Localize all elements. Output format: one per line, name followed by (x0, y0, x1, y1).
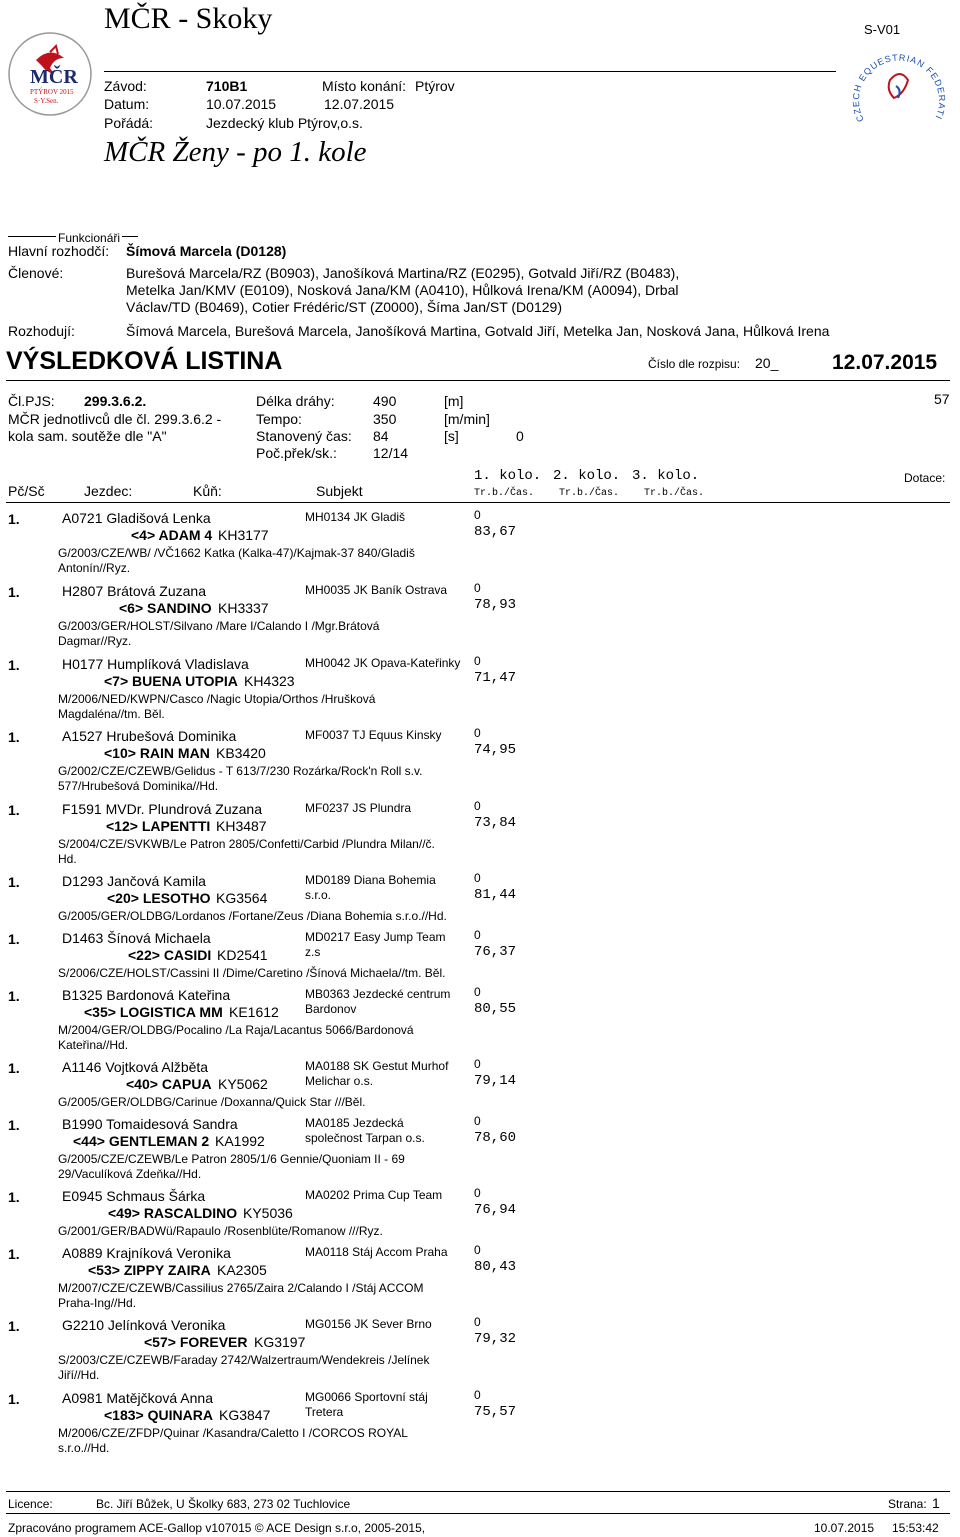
zavod-label: Závod: (104, 78, 147, 94)
logo-text-sponsor: S·Y.Sen. (34, 97, 59, 105)
horse-id: KE1612 (229, 1004, 279, 1020)
program-note: Zpracováno programem ACE-Gallop v107015 © ACE Design s.r.o, 2005-2015, (8, 1521, 426, 1535)
penalty: 0 (474, 985, 481, 999)
pedigree: Kateřina//Hd. (58, 1038, 129, 1052)
col-horse: Kůň: (193, 483, 222, 499)
logo-text-year: PTÝROV 2015 (30, 88, 74, 96)
horse-name: <57> FOREVER (144, 1334, 248, 1350)
subject: MD0189 Diana Bohemia (305, 873, 436, 887)
subject: MA0188 SK Gestut Murhof (305, 1059, 449, 1073)
rank: 1. (8, 1246, 20, 1262)
datum-to: 12.07.2015 (324, 96, 395, 112)
col-rank: Pč/Sč (8, 483, 45, 499)
cas-extra: 0 (516, 428, 524, 444)
horse-id: KY5062 (218, 1076, 268, 1092)
penalty: 0 (474, 871, 481, 885)
penalty: 0 (474, 928, 481, 942)
chief-judge-value: Šímová Marcela (D0128) (126, 243, 287, 259)
rank: 1. (8, 584, 20, 600)
pedigree: G/2005/GER/OLDBG/Carinue /Doxanna/Quick Star ///Běl. (58, 1095, 366, 1109)
results-heading: VÝSLEDKOVÁ LISTINA (6, 347, 283, 375)
horse-name: <53> ZIPPY ZAIRA (88, 1262, 211, 1278)
footer-divider-2 (6, 1513, 950, 1514)
rank: 1. (8, 657, 20, 673)
tempo-label: Tempo: (256, 411, 302, 427)
results-divider (6, 380, 950, 381)
datum-from: 10.07.2015 (206, 96, 277, 112)
members-line-2: Metelka Jan/KMV (E0109), Nosková Jana/KM (A0410), Hůlková Irena/KM (A0094), Drbal (126, 282, 679, 298)
col-rider: Jezdec: (84, 483, 133, 499)
footer-divider (6, 1491, 950, 1492)
cas-unit: [s] (444, 428, 459, 444)
subject: MH0042 JK Opava-Kateřinky (305, 656, 461, 670)
rank: 1. (8, 802, 20, 818)
subject: Melichar o.s. (305, 1074, 374, 1088)
pedigree: M/2006/CZE/ZFDP/Quinar /Kasandra/Caletto I /CORCOS ROYAL (58, 1426, 408, 1440)
time: 76,94 (474, 1202, 517, 1218)
rank: 1. (8, 931, 20, 947)
prek-value: 12/14 (373, 445, 409, 461)
document-code: S-V01 (864, 22, 901, 37)
col-subject: Subjekt (316, 483, 363, 499)
rider: G2210 Jelínková Veronika (62, 1317, 226, 1333)
penalty: 0 (474, 581, 481, 595)
cas-label: Stanovený čas: (256, 428, 352, 444)
pjs-label: Čl.PJS: (8, 393, 55, 409)
time: 83,67 (474, 524, 517, 540)
cas-value: 84 (373, 428, 389, 444)
pedigree: Dagmar//Ryz. (58, 634, 132, 648)
horse-name: <40> CAPUA (126, 1076, 212, 1092)
horse-id: KG3564 (216, 890, 268, 906)
subject: MH0035 JK Baník Ostrava (305, 583, 448, 597)
rider: D1293 Jančová Kamila (62, 873, 206, 889)
rider: A0981 Matějčková Anna (62, 1390, 213, 1406)
pedigree: Magdaléna//tm. Běl. (58, 707, 165, 721)
horse-name: <22> CASIDI (128, 947, 212, 963)
col-round-3: 3. kolo. (632, 468, 700, 484)
prek-label: Poč.přek/sk.: (256, 445, 337, 461)
licence-label: Licence: (8, 1497, 53, 1511)
delka-unit: [m] (444, 393, 464, 409)
rank: 1. (8, 988, 20, 1004)
pedigree: s.r.o.//Hd. (58, 1441, 110, 1455)
time: 74,95 (474, 742, 517, 758)
pedigree: G/2005/GER/OLDBG/Lordanos /Fortane/Zeus /Diana Bohemia s.r.o.//Hd. (58, 909, 447, 923)
rider: B1990 Tomaidesová Sandra (62, 1116, 238, 1132)
judges-label: Rozhodují: (8, 323, 75, 339)
subject: MA0202 Prima Cup Team (305, 1188, 443, 1202)
logo-text-mcr: MČR (30, 66, 78, 88)
horse-id: KH3337 (218, 600, 269, 616)
horse-id: KH4323 (244, 673, 295, 689)
pedigree: G/2005/CZE/CZEWB/Le Patron 2805/1/6 Gennie/Quoniam II - 69 (58, 1152, 405, 1166)
subject: společnost Tarpan o.s. (305, 1131, 425, 1145)
subject: Tretera (305, 1405, 344, 1419)
rider: F1591 MVDr. Plundrová Zuzana (62, 801, 262, 817)
rank: 1. (8, 1189, 20, 1205)
tempo-unit: [m/min] (444, 411, 490, 427)
penalty: 0 (474, 654, 481, 668)
subject: MH0134 JK Gladiš (305, 510, 406, 524)
horse-name: <12> LAPENTTI (106, 818, 211, 834)
time: 71,47 (474, 670, 517, 686)
pedigree: M/2007/CZE/CZEWB/Cassilius 2765/Zaira 2/Calando I /Stáj ACCOM (58, 1281, 424, 1295)
competition-subtitle: MČR Ženy - po 1. kole (104, 136, 367, 168)
rank: 1. (8, 1060, 20, 1076)
horse-name: <6> SANDINO (119, 600, 212, 616)
print-date: 10.07.2015 (814, 1521, 875, 1535)
col-round-2: 2. kolo. (553, 468, 621, 484)
time: 73,84 (474, 815, 517, 831)
results-date: 12.07.2015 (832, 351, 938, 374)
delka-label: Délka dráhy: (256, 393, 335, 409)
table-header-divider (6, 502, 950, 503)
horse-name: <10> RAIN MAN (104, 745, 210, 761)
licence-value: Bc. Jiří Bůžek, U Školky 683, 273 02 Tuchlovice (96, 1497, 351, 1511)
horse-name: <7> BUENA UTOPIA (104, 673, 238, 689)
header-divider (104, 71, 836, 72)
horse-name: <4> ADAM 4 (131, 527, 213, 543)
time: 80,55 (474, 1001, 517, 1017)
delka-value: 490 (373, 393, 397, 409)
horse-name: <20> LESOTHO (107, 890, 211, 906)
time: 80,43 (474, 1259, 517, 1275)
pedigree: G/2002/CZE/CZEWB/Gelidus - T 613/7/230 Rozárka/Rock'n Roll s.v. (58, 764, 423, 778)
horse-id: KH3177 (218, 527, 269, 543)
federation-logo-text: CZECH EQUESTRIAN FEDE ATI (850, 52, 946, 124)
subject: z.s (305, 945, 321, 959)
pedigree: M/2004/GER/OLDBG/Pocalino /La Raja/Lacantus 5066/Bardonová (58, 1023, 414, 1037)
time: 76,37 (474, 944, 517, 960)
pedigree: Praha-Ing//Hd. (58, 1296, 137, 1310)
penalty: 0 (474, 799, 481, 813)
penalty: 0 (474, 1243, 481, 1257)
strana-label: Strana: (888, 1497, 927, 1511)
time: 78,93 (474, 597, 517, 613)
rider: H2807 Brátová Zuzana (62, 583, 206, 599)
strana-value: 1 (932, 1495, 940, 1511)
judges-value: Šímová Marcela, Burešová Marcela, Janošíková Martina, Gotvald Jiří, Metelka Jan, Nosková Jana, Hůlková Irena (126, 323, 830, 339)
subject: MG0156 JK Sever Brno (305, 1317, 432, 1331)
porada-label: Pořádá: (104, 115, 154, 131)
rank: 1. (8, 511, 20, 527)
pedigree: S/2003/CZE/CZEWB/Faraday 2742/Walzertraum/Wendekreis /Jelínek (58, 1353, 430, 1367)
pedigree: M/2006/NED/KWPN/Casco /Nagic Utopia/Orthos /Hrušková (58, 692, 376, 706)
misto-value: Ptýrov (415, 78, 455, 94)
event-logo (6, 30, 94, 118)
col-round-3-sub: Tr.b./Čas. (644, 488, 705, 499)
rank: 1. (8, 1391, 20, 1407)
subject: MA0185 Jezdecká (305, 1116, 404, 1130)
col-dotace: Dotace: (904, 471, 946, 485)
penalty: 0 (474, 1315, 481, 1329)
page-title: MČR - Skoky (104, 2, 273, 35)
misto-label: Místo konání: (322, 78, 407, 94)
rider: D1463 Šínová Michaela (62, 930, 211, 946)
cislo-value: 20_ (755, 355, 779, 371)
rider: H0177 Humplíková Vladislava (62, 656, 249, 672)
horse-id: KB3420 (216, 745, 266, 761)
penalty: 0 (474, 508, 481, 522)
col-round-1: 1. kolo. (474, 468, 542, 484)
datum-label: Datum: (104, 96, 150, 112)
page-total: 57 (934, 391, 950, 407)
rider: A0721 Gladišová Lenka (62, 510, 211, 526)
members-label: Členové: (8, 265, 64, 281)
time: 78,60 (474, 1130, 517, 1146)
horse-id: KG3197 (254, 1334, 306, 1350)
col-round-2-sub: Tr.b./Čas. (559, 488, 620, 499)
penalty: 0 (474, 1388, 481, 1402)
pjs-desc-1: MČR jednotlivců dle čl. 299.3.6.2 - (8, 411, 222, 427)
horse-id: KG3847 (219, 1407, 271, 1423)
horse-id: KH3487 (216, 818, 267, 834)
penalty: 0 (474, 726, 481, 740)
col-round-1-sub: Tr.b./Čas. (474, 488, 535, 499)
pedigree: S/2004/CZE/SVKWB/Le Patron 2805/Confetti/Carbid /Plundra Milan//č. (58, 837, 435, 851)
horse-id: KY5036 (243, 1205, 293, 1221)
rank: 1. (8, 1117, 20, 1133)
rank: 1. (8, 1318, 20, 1334)
time: 75,57 (474, 1404, 517, 1420)
pedigree: S/2006/CZE/HOLST/Cassini II /Dime/Caretino /Šínová Michaela//tm. Běl. (58, 966, 446, 980)
pedigree: 577/Hrubešová Dominika//Hd. (58, 779, 219, 793)
penalty: 0 (474, 1114, 481, 1128)
pjs-desc-2: kola sam. soutěže dle "A" (8, 428, 167, 444)
rider: E0945 Schmaus Šárka (62, 1188, 206, 1204)
officials-heading: Funkcionáři (58, 231, 121, 245)
penalty: 0 (474, 1057, 481, 1071)
subject: Bardonov (305, 1002, 357, 1016)
rider: A1146 Vojtková Alžběta (62, 1059, 209, 1075)
zavod-value: 710B1 (206, 78, 248, 94)
rider: A0889 Krajníková Veronika (62, 1245, 231, 1261)
pedigree: G/2003/CZE/WB/ /VČ1662 Katka (Kalka-47)/Kajmak-37 840/Gladiš (58, 546, 415, 560)
horse-id: KA2305 (217, 1262, 267, 1278)
rank: 1. (8, 729, 20, 745)
horse-name: <183> QUINARA (104, 1407, 213, 1423)
pedigree: Antonín//Ryz. (58, 561, 131, 575)
penalty: 0 (474, 1186, 481, 1200)
pedigree: 29/Vaculíková Zdeňka//Hd. (58, 1167, 202, 1181)
print-time: 15:53:42 (892, 1521, 939, 1535)
members-line-3: Václav/TD (B0469), Cotier Frédéric/ST (Z0000), Šíma Jan/ST (D0129) (126, 299, 562, 315)
rider: A1527 Hrubešová Dominika (62, 728, 237, 744)
time: 79,32 (474, 1331, 517, 1347)
horse-id: KD2541 (217, 947, 268, 963)
tempo-value: 350 (373, 411, 397, 427)
porada-value: Jezdecký klub Ptýrov,o.s. (206, 115, 363, 131)
pedigree: Jiří//Hd. (58, 1368, 100, 1382)
horse-name: <44> GENTLEMAN 2 (73, 1133, 210, 1149)
horse-id: KA1992 (215, 1133, 265, 1149)
federation-logo (846, 40, 946, 130)
pjs-value: 299.3.6.2. (84, 393, 147, 409)
horse-name: <49> RASCALDINO (108, 1205, 238, 1221)
subject: s.r.o. (305, 888, 332, 902)
time: 79,14 (474, 1073, 517, 1089)
rank: 1. (8, 874, 20, 890)
subject: MD0217 Easy Jump Team (305, 930, 446, 944)
chief-judge-label: Hlavní rozhodčí: (8, 243, 110, 259)
pedigree: Hd. (58, 852, 77, 866)
time: 81,44 (474, 887, 517, 903)
subject: MF0237 JS Plundra (305, 801, 412, 815)
subject: MA0118 Stáj Accom Praha (305, 1245, 448, 1259)
members-line-1: Burešová Marcela/RZ (B0903), Janošíková Martina/RZ (E0295), Gotvald Jiří/RZ (B0483), (126, 265, 680, 281)
pedigree: G/2003/GER/HOLST/Silvano /Mare I/Calando I /Mgr.Brátová (58, 619, 380, 633)
cislo-label: Číslo dle rozpisu: (648, 357, 741, 371)
rider: B1325 Bardonová Kateřina (62, 987, 231, 1003)
subject: MB0363 Jezdecké centrum (305, 987, 451, 1001)
pedigree: G/2001/GER/BADWü/Rapaulo /Rosenblüte/Romanow ///Ryz. (58, 1224, 383, 1238)
subject: MG0066 Sportovní stáj (305, 1390, 428, 1404)
svg-text:CZECH EQUESTRIAN FEDERATION (846, 40, 946, 123)
horse-name: <35> LOGISTICA MM (84, 1004, 223, 1020)
subject: MF0037 TJ Equus Kinsky (305, 728, 442, 742)
